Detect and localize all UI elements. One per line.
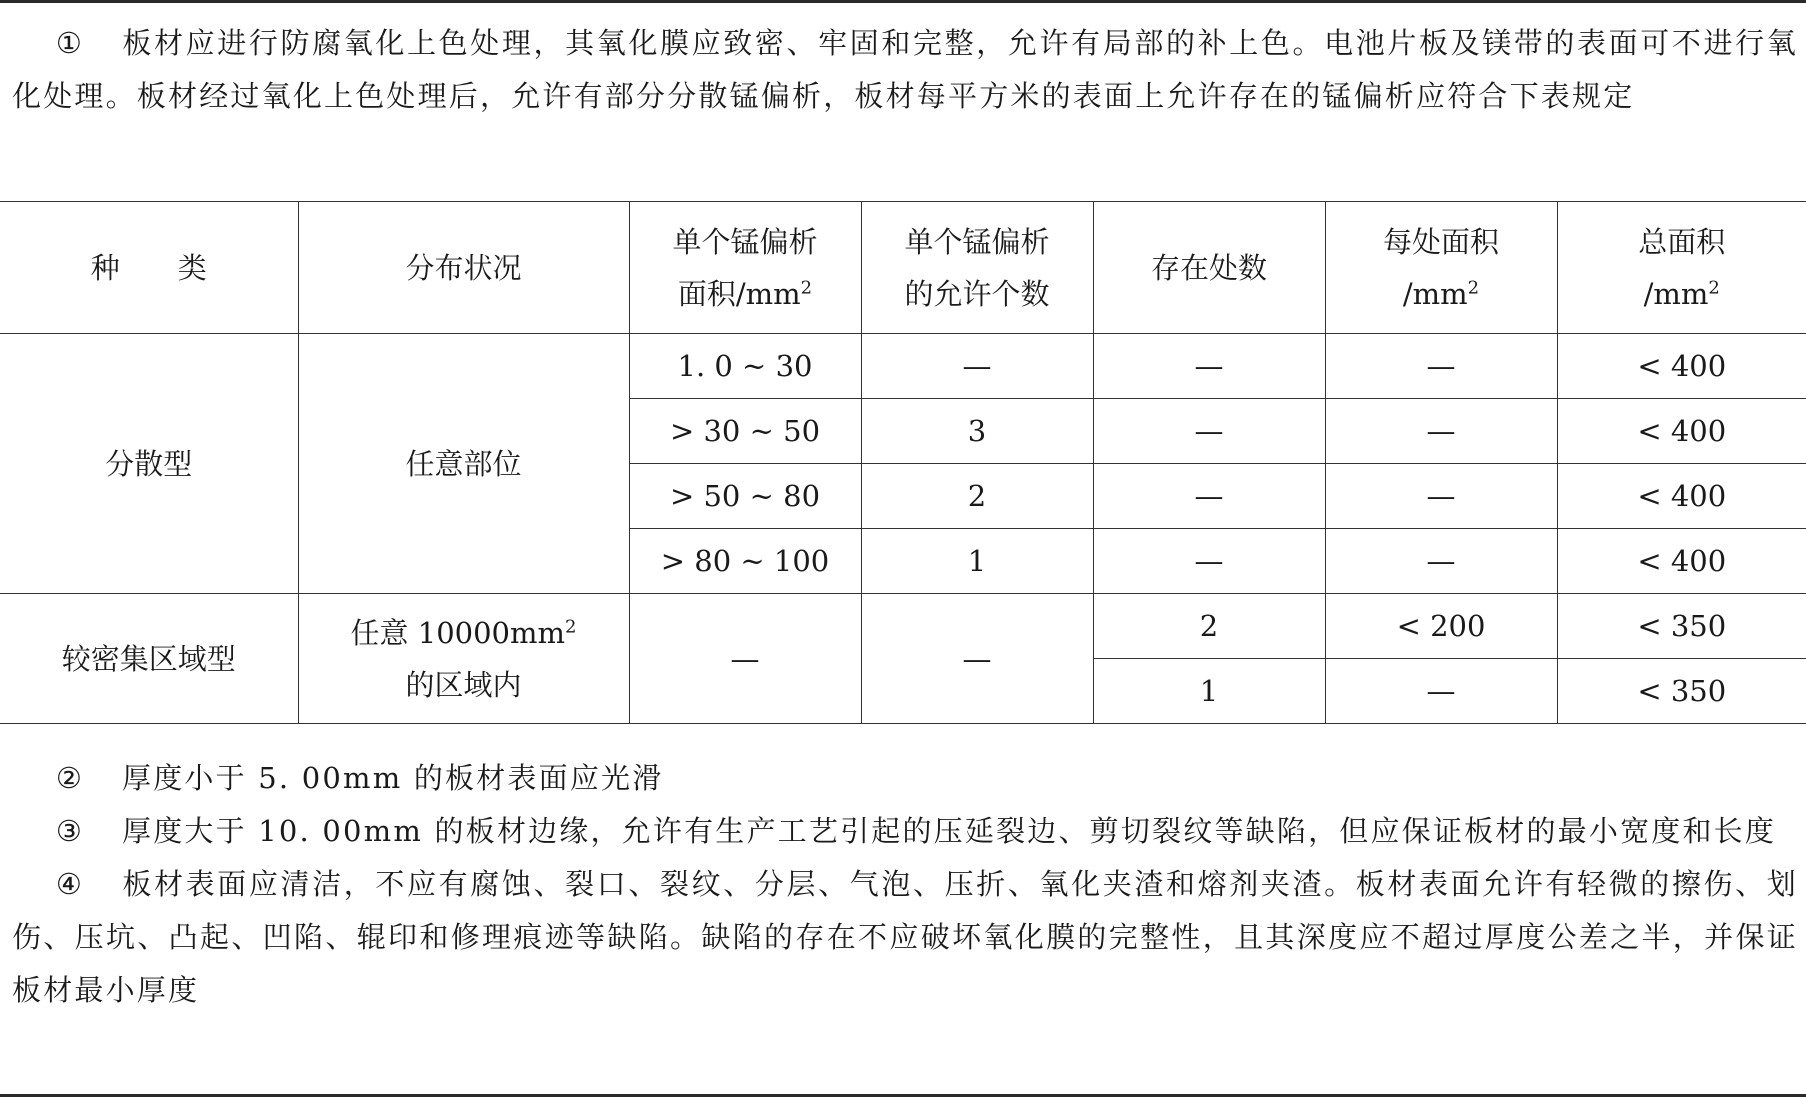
header-distribution: 分布状况 <box>298 202 629 334</box>
note-item <box>12 858 1798 1017</box>
cell-total: < 400 <box>1557 334 1806 399</box>
cell-area: > 30 ~ 50 <box>629 399 861 464</box>
header-total-area: 总面积 $/mm^2$ <box>1557 202 1806 334</box>
cell-each: — <box>1325 529 1557 594</box>
intro-text: 板材应进行防腐氧化上色处理，其氧化膜应致密、牢固和完整，允许有局部的补上色。电池片板及镁带的表面可不进行氧化处理。板材经过氧化上色处理后，允许有部分分散锰偏析，板材每平方米的表面上允许存在的锰偏析应符合下表规定 <box>12 26 1798 113</box>
note-item <box>12 805 1798 858</box>
header-single-area: 单个锰偏析 面积$/mm^2$ <box>629 202 861 334</box>
cell-total: < 350 <box>1557 594 1806 659</box>
note-number: ② <box>55 761 85 795</box>
cell-locations: — <box>1093 334 1325 399</box>
cell-type-dense: 较密集区域型 <box>0 594 298 724</box>
table-header-row <box>0 202 1806 334</box>
cell-type-dispersed: 分散型 <box>0 334 298 594</box>
cell-locations: 1 <box>1093 659 1325 724</box>
table-row <box>0 334 1806 399</box>
cell-count: — <box>861 334 1093 399</box>
cell-each: — <box>1325 464 1557 529</box>
intro-paragraph <box>12 17 1798 123</box>
cell-locations: — <box>1093 399 1325 464</box>
cell-total: < 400 <box>1557 529 1806 594</box>
cell-count: — <box>861 594 1093 724</box>
cell-area: > 50 ~ 80 <box>629 464 861 529</box>
cell-count: 1 <box>861 529 1093 594</box>
header-type: 种 类 <box>0 202 298 334</box>
cell-total: < 350 <box>1557 659 1806 724</box>
note-text: 厚度小于 5. 00mm 的板材表面应光滑 <box>122 761 664 795</box>
notes-section <box>12 752 1798 1017</box>
cell-count: 2 <box>861 464 1093 529</box>
table-row <box>0 594 1806 659</box>
cell-area: > 80 ~ 100 <box>629 529 861 594</box>
cell-distribution-any: 任意部位 <box>298 334 629 594</box>
cell-distribution-region: 任意 $10000mm^2$ 的区域内 <box>298 594 629 724</box>
cell-each: < 200 <box>1325 594 1557 659</box>
cell-locations: — <box>1093 464 1325 529</box>
header-locations: 存在处数 <box>1093 202 1325 334</box>
cell-total: < 400 <box>1557 464 1806 529</box>
cell-each: — <box>1325 399 1557 464</box>
cell-count: 3 <box>861 399 1093 464</box>
header-allowed-count: 单个锰偏析 的允许个数 <box>861 202 1093 334</box>
note-item <box>12 752 1798 805</box>
cell-locations: — <box>1093 529 1325 594</box>
cell-locations: 2 <box>1093 594 1325 659</box>
note-text: 厚度大于 10. 00mm 的板材边缘，允许有生产工艺引起的压延裂边、剪切裂纹等缺陷，但应保证板材的最小宽度和长度 <box>122 814 1777 848</box>
note-text: 板材表面应清洁，不应有腐蚀、裂口、裂纹、分层、气泡、压折、氧化夹渣和熔剂夹渣。板材表面允许有轻微的擦伤、划伤、压坑、凸起、凹陷、辊印和修理痕迹等缺陷。缺陷的存在不应破坏氧化膜的完整性，且其深度应不超过厚度公差之半，并保证板材最小厚度 <box>12 867 1798 1007</box>
note-number: ④ <box>55 867 85 901</box>
cell-each: — <box>1325 334 1557 399</box>
header-area-each: 每处面积 $/mm^2$ <box>1325 202 1557 334</box>
cell-total: < 400 <box>1557 399 1806 464</box>
cell-each: — <box>1325 659 1557 724</box>
cell-area: 1. 0 ~ 30 <box>629 334 861 399</box>
cell-area: — <box>629 594 861 724</box>
note-number: ③ <box>55 814 85 848</box>
intro-number: ① <box>55 26 85 60</box>
manganese-segregation-table <box>0 201 1806 724</box>
